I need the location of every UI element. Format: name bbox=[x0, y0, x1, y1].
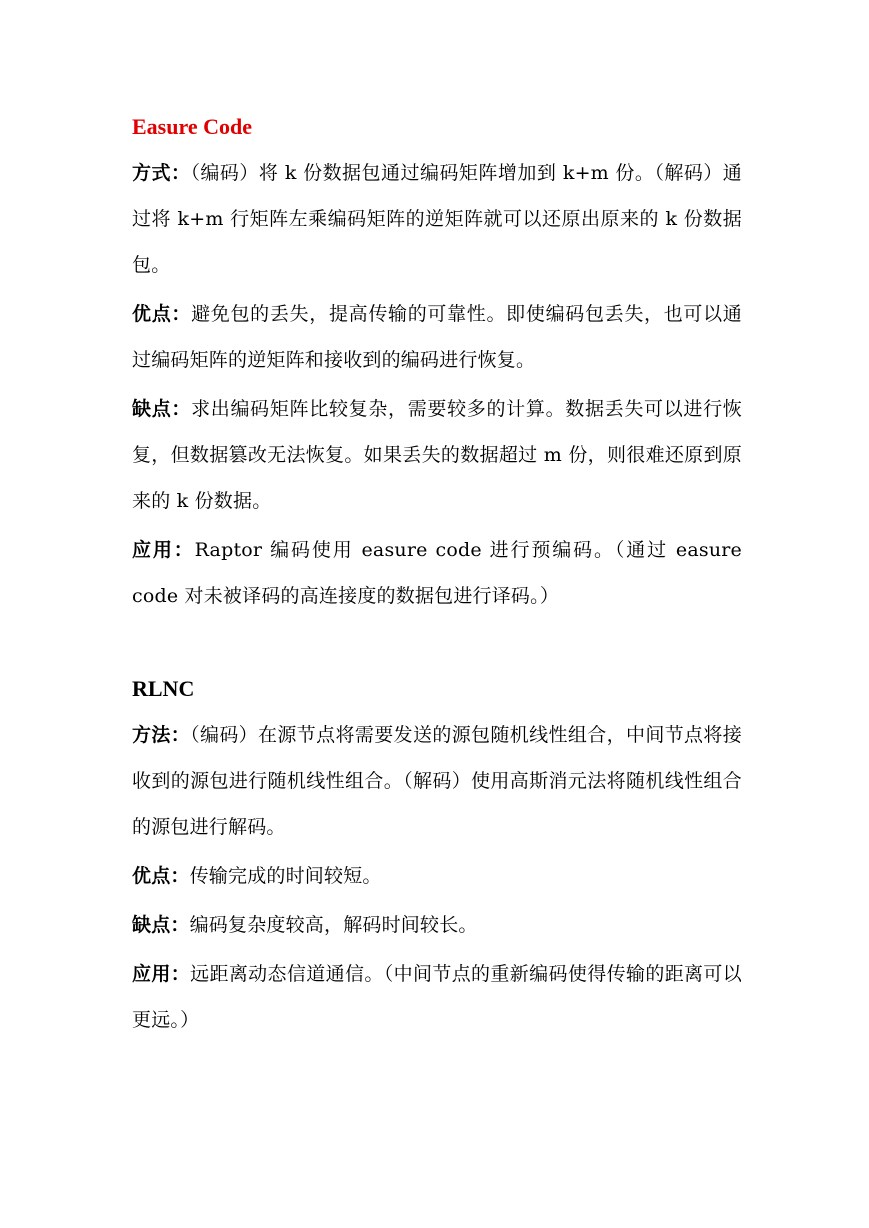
paragraph-text: （编码）将 k 份数据包通过编码矩阵增加到 k+m 份。（解码）通过将 k+m 行矩阵左乘编码矩阵的逆矩阵就可以还原出原来的 k 份数据包。 bbox=[132, 162, 742, 276]
paragraph-label: 方法： bbox=[132, 724, 191, 746]
section-title-easure-code: Easure Code bbox=[132, 114, 252, 139]
paragraph-label: 应用： bbox=[132, 963, 191, 985]
paragraph-disadvantages bbox=[132, 902, 742, 948]
paragraph-text: 编码复杂度较高，解码时间较长。 bbox=[189, 914, 478, 936]
paragraph-text: 避免包的丢失，提高传输的可靠性。即使编码包丢失，也可以通过编码矩阵的逆矩阵和接收到的编码进行恢复。 bbox=[132, 303, 742, 371]
paragraph-label: 优点： bbox=[132, 865, 190, 887]
paragraph-text: 求出编码矩阵比较复杂，需要较多的计算。数据丢失可以进行恢复，但数据篡改无法恢复。如果丢失的数据超过 m 份，则很难还原到原来的 k 份数据。 bbox=[132, 398, 742, 512]
section-title-rlnc: RLNC bbox=[132, 676, 195, 701]
paragraph-label: 缺点： bbox=[132, 398, 192, 420]
document-page bbox=[132, 112, 742, 1046]
section-spacer bbox=[132, 622, 742, 674]
section-rlnc bbox=[132, 674, 742, 1043]
paragraph-label: 应用： bbox=[132, 539, 195, 561]
paragraph-label: 优点： bbox=[132, 303, 192, 325]
paragraph-text: 远距离动态信道通信。（中间节点的重新编码使得传输的距离可以更远。） bbox=[132, 963, 742, 1031]
paragraph-label: 方式： bbox=[132, 162, 191, 184]
paragraph-method bbox=[132, 712, 742, 850]
paragraph-disadvantages bbox=[132, 386, 742, 524]
paragraph-text: （编码）在源节点将需要发送的源包随机线性组合，中间节点将接收到的源包进行随机线性组合。（解码）使用高斯消元法将随机线性组合的源包进行解码。 bbox=[132, 724, 742, 838]
paragraph-applications bbox=[132, 951, 742, 1043]
paragraph-label: 缺点： bbox=[132, 914, 190, 936]
paragraph-text: 传输完成的时间较短。 bbox=[189, 865, 382, 887]
section-easure-code bbox=[132, 112, 742, 619]
paragraph-method bbox=[132, 150, 742, 288]
paragraph-advantages bbox=[132, 853, 742, 899]
paragraph-text: Raptor 编码使用 easure code 进行预编码。（通过 easure code 对未被译码的高连接度的数据包进行译码。） bbox=[132, 539, 742, 607]
paragraph-applications bbox=[132, 527, 742, 619]
paragraph-advantages bbox=[132, 291, 742, 383]
